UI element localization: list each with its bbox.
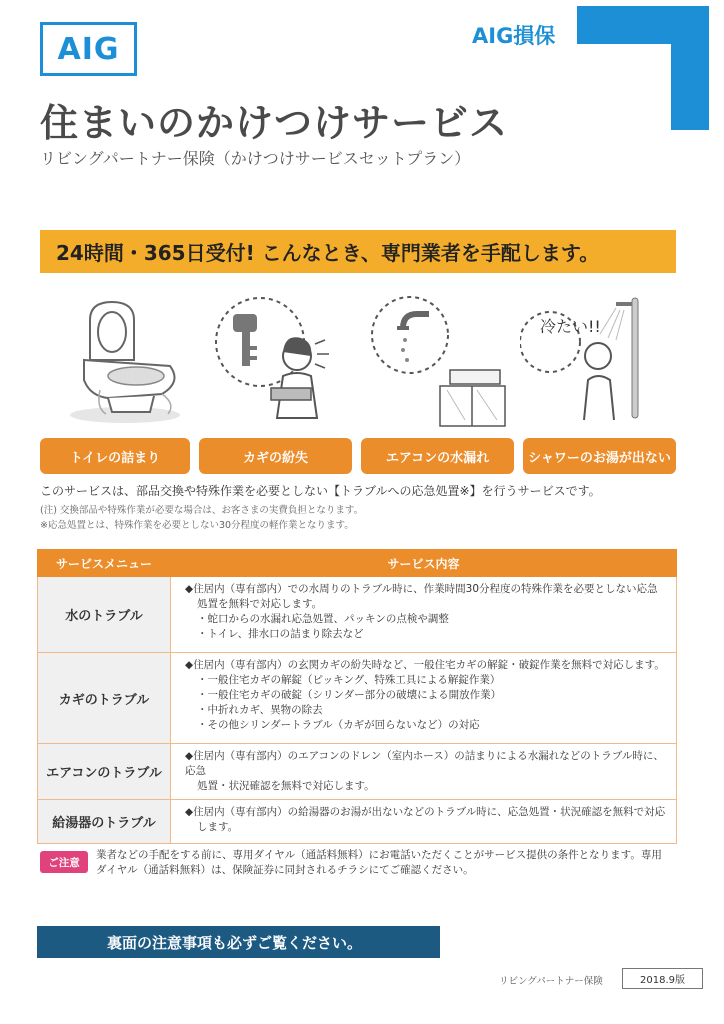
notice-text: 裏面の注意事項も必ずご覧ください。 (107, 933, 363, 952)
row-item: ・トイレ、排水口の詰まり除去など (197, 628, 364, 640)
caution-line-2: ダイヤル（通話料無料）は、保険証券に同封されるチラシにてご確認ください。 (96, 864, 474, 876)
service-note-2: ※応急処置とは、特殊作業を必要としない30分程度の軽作業となります。 (40, 520, 354, 531)
menu-key: カギのトラブル (38, 653, 171, 744)
speech-text-1: 冷たい!! (540, 317, 601, 336)
banner-text: 24時間・365日受付! こんなとき、専門業者を手配します。 (56, 241, 600, 265)
corner-bar-right (671, 6, 709, 130)
service-table (37, 549, 677, 844)
service-banner (40, 230, 676, 273)
service-description: このサービスは、部品交換や特殊作業を必要としない【トラブルへの応急処置※】を行うサービスです。 (40, 484, 601, 498)
page-subtitle: リビングパートナー保険（かけつけサービスセットプラン） (40, 149, 471, 168)
row-item: ・一般住宅カギの破錠（シリンダー部分の破壊による開放作業） (197, 689, 502, 701)
row-item: ・一般住宅カギの解錠（ピッキング、特殊工具による解錠作業） (197, 674, 501, 686)
brand-label: AIG損保 (472, 24, 556, 48)
toilet-icon (50, 290, 200, 430)
logo-text: AIG (57, 31, 120, 67)
row-item: ・その他シリンダートラブル（カギが回らないなど）の対応 (197, 719, 480, 731)
row-lead: ◆住居内（専有部内）での水周りのトラブル時に、作業時間30分程度の特殊作業を必要としない応急 (185, 583, 658, 595)
table-row (38, 577, 677, 653)
row-lead: ◆住居内（専有部内）の玄関カギの紛失時など、一般住宅カギの解錠・破錠作業を無料で対応します。 (185, 659, 665, 671)
caution-line-1: 業者などの手配をする前に、専用ダイヤル（通話料無料）にお電話いただくことがサービス提供の条件となります。専用 (96, 849, 662, 861)
key-lost-icon (205, 290, 355, 430)
footer-version: 2018.9版 (622, 968, 703, 989)
row-lead-cont: します。 (197, 821, 239, 833)
menu-water: 水のトラブル (38, 577, 171, 653)
row-lead: ◆住居内（専有部内）の給湯器のお湯が出ないなどのトラブル時に、応急処置・状況確認を無料で対応 (185, 806, 666, 818)
category-toilet: トイレの詰まり (40, 438, 190, 474)
header-service-menu: サービスメニュー (38, 550, 171, 577)
page-title: 住まいのかけつけサービス (40, 101, 509, 145)
row-lead: ◆住居内（専有部内）のエアコンのドレン（室内ホース）の詰まりによる水漏れなどのトラブル時に、応急 (185, 750, 664, 777)
category-shower: シャワーのお湯が出ない (523, 438, 676, 474)
aig-logo (40, 22, 137, 76)
caution-text (96, 848, 686, 878)
service-note-1: (注) 交換部品や特殊作業が必要な場合は、お客さまの実費負担となります。 (40, 505, 364, 516)
corner-decoration (577, 6, 709, 130)
category-key: カギの紛失 (199, 438, 352, 474)
row-item: ・中折れカギ、異物の除去 (197, 704, 323, 716)
category-aircon: エアコンの水漏れ (361, 438, 514, 474)
header-service-content: サービス内容 (171, 550, 677, 577)
caution-badge: ご注意 (40, 851, 88, 873)
content-key (171, 653, 677, 744)
content-aircon (171, 744, 677, 800)
table-header-row (38, 550, 677, 577)
table-row (38, 653, 677, 744)
content-water (171, 577, 677, 653)
row-lead-cont: 処置・状況確認を無料で対応します。 (197, 780, 375, 792)
notice-bar (37, 926, 440, 958)
row-lead-cont: 処置を無料で対応します。 (197, 598, 323, 610)
table-row (38, 800, 677, 844)
shower-cold-icon (520, 290, 670, 430)
row-item: ・蛇口からの水漏れ応急処置、パッキンの点検や調整 (197, 613, 449, 625)
menu-aircon: エアコンのトラブル (38, 744, 171, 800)
aircon-leak-icon (365, 290, 515, 430)
footer-product-name: リビングパートナー保険 (499, 976, 603, 987)
table-row (38, 744, 677, 800)
menu-water-heater: 給湯器のトラブル (38, 800, 171, 844)
content-water-heater (171, 800, 677, 844)
